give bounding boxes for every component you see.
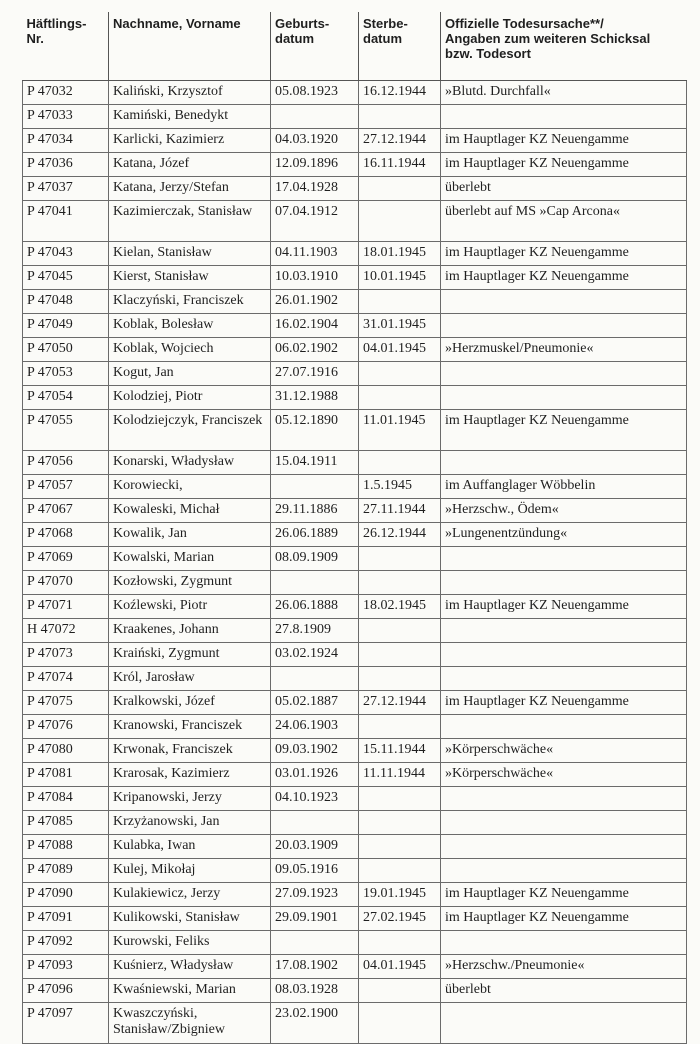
cause-of-death-cell bbox=[441, 1003, 687, 1044]
name-cell: Kielan, Stanisław bbox=[109, 242, 271, 266]
cause-of-death-cell bbox=[441, 811, 687, 835]
cause-of-death-cell bbox=[441, 931, 687, 955]
name-cell: Kulakiewicz, Jerzy bbox=[109, 883, 271, 907]
table-row bbox=[23, 907, 687, 931]
death-date-cell bbox=[359, 290, 441, 314]
name-cell: Kraiński, Zygmunt bbox=[109, 643, 271, 667]
table-row bbox=[23, 105, 687, 129]
death-date-cell bbox=[359, 859, 441, 883]
death-date-cell bbox=[359, 931, 441, 955]
table-row bbox=[23, 763, 687, 787]
table-row bbox=[23, 242, 687, 266]
death-date-cell bbox=[359, 979, 441, 1003]
name-cell: Kralkowski, Józef bbox=[109, 691, 271, 715]
death-date-cell bbox=[359, 715, 441, 739]
prisoner-number-cell: P 47080 bbox=[23, 739, 109, 763]
death-date-cell: 10.01.1945 bbox=[359, 266, 441, 290]
birth-date-cell: 04.03.1920 bbox=[271, 129, 359, 153]
death-date-cell: 27.12.1944 bbox=[359, 129, 441, 153]
header-birth-date: Geburts- datum bbox=[271, 12, 359, 81]
death-date-cell: 19.01.1945 bbox=[359, 883, 441, 907]
table-row bbox=[23, 859, 687, 883]
prisoner-number-cell: P 47048 bbox=[23, 290, 109, 314]
birth-date-cell: 05.08.1923 bbox=[271, 81, 359, 105]
birth-date-cell: 27.07.1916 bbox=[271, 362, 359, 386]
death-date-cell bbox=[359, 201, 441, 242]
death-date-cell: 16.12.1944 bbox=[359, 81, 441, 105]
prisoner-number-cell: P 47076 bbox=[23, 715, 109, 739]
birth-date-cell: 23.02.1900 bbox=[271, 1003, 359, 1044]
prisoner-number-cell: P 47070 bbox=[23, 571, 109, 595]
table-row bbox=[23, 177, 687, 201]
birth-date-cell: 12.09.1896 bbox=[271, 153, 359, 177]
death-date-cell bbox=[359, 547, 441, 571]
prisoner-table bbox=[22, 12, 687, 1044]
table-row bbox=[23, 883, 687, 907]
table-row bbox=[23, 410, 687, 451]
death-date-cell bbox=[359, 811, 441, 835]
cause-of-death-cell: im Hauptlager KZ Neuengamme bbox=[441, 883, 687, 907]
prisoner-number-cell: P 47075 bbox=[23, 691, 109, 715]
cause-of-death-cell bbox=[441, 362, 687, 386]
birth-date-cell bbox=[271, 571, 359, 595]
table-row bbox=[23, 595, 687, 619]
birth-date-cell: 04.10.1923 bbox=[271, 787, 359, 811]
cause-of-death-cell: »Körperschwäche« bbox=[441, 739, 687, 763]
prisoner-number-cell: P 47045 bbox=[23, 266, 109, 290]
cause-of-death-cell: »Körperschwäche« bbox=[441, 763, 687, 787]
table-row bbox=[23, 931, 687, 955]
table-row bbox=[23, 811, 687, 835]
birth-date-cell: 26.01.1902 bbox=[271, 290, 359, 314]
cause-of-death-cell: überlebt bbox=[441, 177, 687, 201]
death-date-cell bbox=[359, 787, 441, 811]
death-date-cell bbox=[359, 386, 441, 410]
death-date-cell: 1.5.1945 bbox=[359, 475, 441, 499]
name-cell: Kierst, Stanisław bbox=[109, 266, 271, 290]
table-row bbox=[23, 81, 687, 105]
table-row bbox=[23, 643, 687, 667]
death-date-cell bbox=[359, 643, 441, 667]
birth-date-cell: 17.08.1902 bbox=[271, 955, 359, 979]
birth-date-cell: 27.8.1909 bbox=[271, 619, 359, 643]
death-date-cell: 16.11.1944 bbox=[359, 153, 441, 177]
cause-of-death-cell: im Hauptlager KZ Neuengamme bbox=[441, 242, 687, 266]
table-row bbox=[23, 153, 687, 177]
death-date-cell bbox=[359, 619, 441, 643]
birth-date-cell: 27.09.1923 bbox=[271, 883, 359, 907]
cause-of-death-cell: »Herzmuskel/Pneumonie« bbox=[441, 338, 687, 362]
table-row bbox=[23, 129, 687, 153]
death-date-cell: 18.02.1945 bbox=[359, 595, 441, 619]
table-row bbox=[23, 955, 687, 979]
prisoner-number-cell: P 47049 bbox=[23, 314, 109, 338]
death-date-cell bbox=[359, 177, 441, 201]
cause-of-death-cell: im Hauptlager KZ Neuengamme bbox=[441, 691, 687, 715]
header-name: Nachname, Vorname bbox=[109, 12, 271, 81]
prisoner-number-cell: P 47096 bbox=[23, 979, 109, 1003]
cause-of-death-cell bbox=[441, 643, 687, 667]
birth-date-cell: 07.04.1912 bbox=[271, 201, 359, 242]
name-cell: Konarski, Władysław bbox=[109, 451, 271, 475]
death-date-cell: 15.11.1944 bbox=[359, 739, 441, 763]
name-cell: Kowalik, Jan bbox=[109, 523, 271, 547]
name-cell: Kowalski, Marian bbox=[109, 547, 271, 571]
prisoner-list-page bbox=[22, 12, 686, 1044]
table-row bbox=[23, 386, 687, 410]
name-cell: Kowaleski, Michał bbox=[109, 499, 271, 523]
cause-of-death-cell bbox=[441, 451, 687, 475]
name-cell: Koblak, Wojciech bbox=[109, 338, 271, 362]
header-row bbox=[23, 12, 687, 81]
prisoner-number-cell: P 47053 bbox=[23, 362, 109, 386]
name-cell: Kamiński, Benedykt bbox=[109, 105, 271, 129]
prisoner-number-cell: P 47034 bbox=[23, 129, 109, 153]
name-cell: Kolodziej, Piotr bbox=[109, 386, 271, 410]
birth-date-cell: 03.01.1926 bbox=[271, 763, 359, 787]
name-cell: Kwaszczyński, Stanisław/Zbigniew bbox=[109, 1003, 271, 1044]
birth-date-cell: 20.03.1909 bbox=[271, 835, 359, 859]
cause-of-death-cell: im Hauptlager KZ Neuengamme bbox=[441, 907, 687, 931]
birth-date-cell bbox=[271, 811, 359, 835]
death-date-cell: 18.01.1945 bbox=[359, 242, 441, 266]
prisoner-number-cell: P 47056 bbox=[23, 451, 109, 475]
table-row bbox=[23, 1003, 687, 1044]
table-row bbox=[23, 739, 687, 763]
death-date-cell: 11.11.1944 bbox=[359, 763, 441, 787]
name-cell: Kolodziejczyk, Franciszek bbox=[109, 410, 271, 451]
cause-of-death-cell bbox=[441, 859, 687, 883]
prisoner-number-cell: P 47055 bbox=[23, 410, 109, 451]
death-date-cell bbox=[359, 835, 441, 859]
table-row bbox=[23, 619, 687, 643]
birth-date-cell bbox=[271, 931, 359, 955]
death-date-cell bbox=[359, 1003, 441, 1044]
name-cell: Kurowski, Feliks bbox=[109, 931, 271, 955]
table-row bbox=[23, 201, 687, 242]
prisoner-number-cell: P 47050 bbox=[23, 338, 109, 362]
table-row bbox=[23, 547, 687, 571]
name-cell: Klaczyński, Franciszek bbox=[109, 290, 271, 314]
prisoner-number-cell: P 47057 bbox=[23, 475, 109, 499]
table-row bbox=[23, 979, 687, 1003]
cause-of-death-cell bbox=[441, 547, 687, 571]
prisoner-number-cell: P 47067 bbox=[23, 499, 109, 523]
table-row bbox=[23, 266, 687, 290]
birth-date-cell: 04.11.1903 bbox=[271, 242, 359, 266]
name-cell: Kaliński, Krzysztof bbox=[109, 81, 271, 105]
cause-of-death-cell: »Herzschw./Pneumonie« bbox=[441, 955, 687, 979]
death-date-cell: 04.01.1945 bbox=[359, 338, 441, 362]
birth-date-cell: 05.12.1890 bbox=[271, 410, 359, 451]
name-cell: Krwonak, Franciszek bbox=[109, 739, 271, 763]
birth-date-cell: 29.09.1901 bbox=[271, 907, 359, 931]
death-date-cell: 11.01.1945 bbox=[359, 410, 441, 451]
table-row bbox=[23, 314, 687, 338]
name-cell: Kulabka, Iwan bbox=[109, 835, 271, 859]
prisoner-number-cell: H 47072 bbox=[23, 619, 109, 643]
birth-date-cell: 08.03.1928 bbox=[271, 979, 359, 1003]
cause-of-death-cell: im Auffanglager Wöbbelin bbox=[441, 475, 687, 499]
birth-date-cell: 10.03.1910 bbox=[271, 266, 359, 290]
name-cell: Korowiecki, bbox=[109, 475, 271, 499]
death-date-cell: 27.12.1944 bbox=[359, 691, 441, 715]
prisoner-number-cell: P 47033 bbox=[23, 105, 109, 129]
birth-date-cell: 05.02.1887 bbox=[271, 691, 359, 715]
prisoner-number-cell: P 47085 bbox=[23, 811, 109, 835]
cause-of-death-cell: »Herzschw., Ödem« bbox=[441, 499, 687, 523]
table-row bbox=[23, 571, 687, 595]
birth-date-cell bbox=[271, 105, 359, 129]
name-cell: Kraakenes, Johann bbox=[109, 619, 271, 643]
cause-of-death-cell: im Hauptlager KZ Neuengamme bbox=[441, 595, 687, 619]
name-cell: Kranowski, Franciszek bbox=[109, 715, 271, 739]
death-date-cell: 31.01.1945 bbox=[359, 314, 441, 338]
table-row bbox=[23, 499, 687, 523]
prisoner-number-cell: P 47069 bbox=[23, 547, 109, 571]
cause-of-death-cell bbox=[441, 715, 687, 739]
name-cell: Krzyżanowski, Jan bbox=[109, 811, 271, 835]
birth-date-cell: 09.05.1916 bbox=[271, 859, 359, 883]
birth-date-cell: 09.03.1902 bbox=[271, 739, 359, 763]
birth-date-cell: 31.12.1988 bbox=[271, 386, 359, 410]
prisoner-number-cell: P 47071 bbox=[23, 595, 109, 619]
death-date-cell bbox=[359, 362, 441, 386]
name-cell: Kripanowski, Jerzy bbox=[109, 787, 271, 811]
table-row bbox=[23, 667, 687, 691]
birth-date-cell: 06.02.1902 bbox=[271, 338, 359, 362]
cause-of-death-cell: »Lungenentzündung« bbox=[441, 523, 687, 547]
cause-of-death-cell bbox=[441, 787, 687, 811]
name-cell: Kulikowski, Stanisław bbox=[109, 907, 271, 931]
prisoner-number-cell: P 47068 bbox=[23, 523, 109, 547]
birth-date-cell: 15.04.1911 bbox=[271, 451, 359, 475]
name-cell: Król, Jarosław bbox=[109, 667, 271, 691]
name-cell: Kozłowski, Zygmunt bbox=[109, 571, 271, 595]
table-row bbox=[23, 290, 687, 314]
birth-date-cell: 17.04.1928 bbox=[271, 177, 359, 201]
birth-date-cell: 24.06.1903 bbox=[271, 715, 359, 739]
prisoner-number-cell: P 47088 bbox=[23, 835, 109, 859]
name-cell: Koźlewski, Piotr bbox=[109, 595, 271, 619]
death-date-cell: 26.12.1944 bbox=[359, 523, 441, 547]
prisoner-number-cell: P 47032 bbox=[23, 81, 109, 105]
table-row bbox=[23, 715, 687, 739]
cause-of-death-cell bbox=[441, 619, 687, 643]
prisoner-number-cell: P 47089 bbox=[23, 859, 109, 883]
cause-of-death-cell: überlebt bbox=[441, 979, 687, 1003]
name-cell: Kulej, Mikołaj bbox=[109, 859, 271, 883]
birth-date-cell: 26.06.1889 bbox=[271, 523, 359, 547]
death-date-cell bbox=[359, 667, 441, 691]
cause-of-death-cell bbox=[441, 386, 687, 410]
prisoner-number-cell: P 47043 bbox=[23, 242, 109, 266]
birth-date-cell: 08.09.1909 bbox=[271, 547, 359, 571]
name-cell: Katana, Jerzy/Stefan bbox=[109, 177, 271, 201]
table-row bbox=[23, 362, 687, 386]
table-row bbox=[23, 523, 687, 547]
death-date-cell: 27.02.1945 bbox=[359, 907, 441, 931]
cause-of-death-cell: überlebt auf MS »Cap Arcona« bbox=[441, 201, 687, 242]
header-cause-of-death: Offizielle Todesursache**/ Angaben zum weiteren Schicksal bzw. Todesort bbox=[441, 12, 687, 81]
name-cell: Kazimierczak, Stanisław bbox=[109, 201, 271, 242]
table-row bbox=[23, 691, 687, 715]
birth-date-cell: 29.11.1886 bbox=[271, 499, 359, 523]
death-date-cell: 27.11.1944 bbox=[359, 499, 441, 523]
table-row bbox=[23, 338, 687, 362]
death-date-cell bbox=[359, 105, 441, 129]
prisoner-number-cell: P 47097 bbox=[23, 1003, 109, 1044]
cause-of-death-cell bbox=[441, 667, 687, 691]
prisoner-number-cell: P 47091 bbox=[23, 907, 109, 931]
cause-of-death-cell bbox=[441, 290, 687, 314]
death-date-cell bbox=[359, 451, 441, 475]
birth-date-cell bbox=[271, 475, 359, 499]
table-row bbox=[23, 451, 687, 475]
prisoner-number-cell: P 47041 bbox=[23, 201, 109, 242]
prisoner-number-cell: P 47054 bbox=[23, 386, 109, 410]
cause-of-death-cell: im Hauptlager KZ Neuengamme bbox=[441, 410, 687, 451]
table-body bbox=[23, 81, 687, 1044]
death-date-cell: 04.01.1945 bbox=[359, 955, 441, 979]
header-prisoner-number: Häftlings- Nr. bbox=[23, 12, 109, 81]
birth-date-cell: 26.06.1888 bbox=[271, 595, 359, 619]
table-row bbox=[23, 787, 687, 811]
prisoner-number-cell: P 47090 bbox=[23, 883, 109, 907]
cause-of-death-cell bbox=[441, 314, 687, 338]
table-row bbox=[23, 475, 687, 499]
birth-date-cell bbox=[271, 667, 359, 691]
name-cell: Kuśnierz, Władysław bbox=[109, 955, 271, 979]
cause-of-death-cell bbox=[441, 105, 687, 129]
cause-of-death-cell: im Hauptlager KZ Neuengamme bbox=[441, 153, 687, 177]
name-cell: Katana, Józef bbox=[109, 153, 271, 177]
prisoner-number-cell: P 47093 bbox=[23, 955, 109, 979]
cause-of-death-cell: im Hauptlager KZ Neuengamme bbox=[441, 129, 687, 153]
name-cell: Karlicki, Kazimierz bbox=[109, 129, 271, 153]
birth-date-cell: 16.02.1904 bbox=[271, 314, 359, 338]
name-cell: Kwaśniewski, Marian bbox=[109, 979, 271, 1003]
name-cell: Koblak, Bolesław bbox=[109, 314, 271, 338]
cause-of-death-cell bbox=[441, 835, 687, 859]
prisoner-number-cell: P 47092 bbox=[23, 931, 109, 955]
death-date-cell bbox=[359, 571, 441, 595]
prisoner-number-cell: P 47036 bbox=[23, 153, 109, 177]
cause-of-death-cell: im Hauptlager KZ Neuengamme bbox=[441, 266, 687, 290]
table-row bbox=[23, 835, 687, 859]
name-cell: Kogut, Jan bbox=[109, 362, 271, 386]
prisoner-number-cell: P 47037 bbox=[23, 177, 109, 201]
cause-of-death-cell bbox=[441, 571, 687, 595]
birth-date-cell: 03.02.1924 bbox=[271, 643, 359, 667]
prisoner-number-cell: P 47084 bbox=[23, 787, 109, 811]
prisoner-number-cell: P 47074 bbox=[23, 667, 109, 691]
prisoner-number-cell: P 47073 bbox=[23, 643, 109, 667]
name-cell: Krarosak, Kazimierz bbox=[109, 763, 271, 787]
prisoner-number-cell: P 47081 bbox=[23, 763, 109, 787]
cause-of-death-cell: »Blutd. Durchfall« bbox=[441, 81, 687, 105]
header-death-date: Sterbe- datum bbox=[359, 12, 441, 81]
